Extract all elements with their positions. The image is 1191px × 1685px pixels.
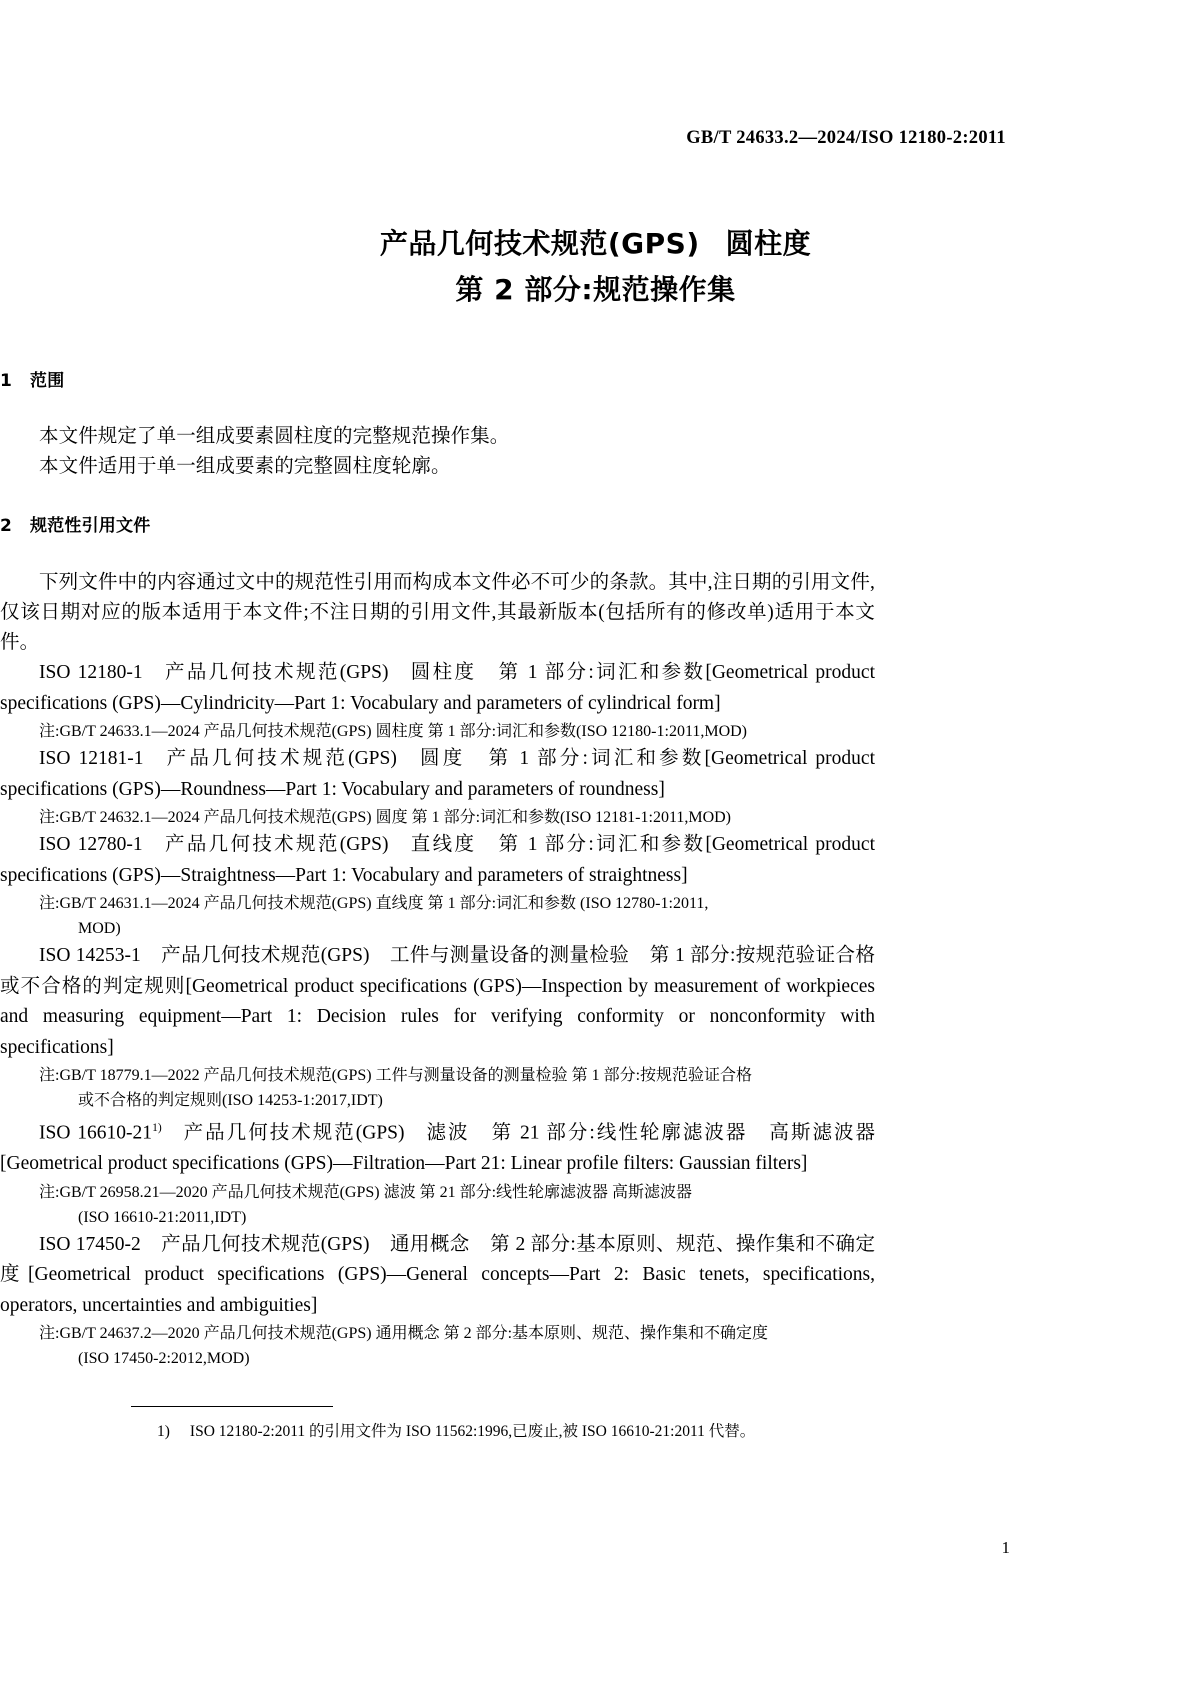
reference-cn-title: 产品几何技术规范(GPS) (181, 1122, 405, 1144)
reference-en-title: [Geometrical product specifications (GPS)—Filtration—Part 21: Linear profile filters: Gaussian filters] (0, 1153, 808, 1174)
clause-2-title: 规范性引用文件 (30, 516, 151, 536)
reference-entry-iso-12181-1 (0, 744, 875, 805)
page-title-line-1 (0, 222, 1191, 262)
reference-note-line-2: (ISO 16610-21:2011,IDT) (78, 1208, 247, 1226)
reference-cn-title: 产品几何技术规范(GPS) (163, 748, 397, 769)
reference-id: ISO 12180-1 (39, 662, 143, 683)
page-title-main: 产品几何技术规范(GPS) (379, 227, 700, 260)
reference-cn-part: 第 1 部分:按规范验证合格或不合格的判定规则 (0, 945, 875, 997)
reference-en-title: [Geometrical product specifications (GPS)—Inspection by measurement of workpieces and measuring equipment—Part 1: Decision rules for verifying conformity or nonconformity with specifications] (0, 975, 875, 1058)
reference-id: ISO 14253-1 (39, 945, 141, 966)
reference-entry-iso-16610-21 (0, 1113, 875, 1180)
reference-cn-subject: 圆柱度 (408, 662, 477, 683)
reference-cn-part: 第 1 部分:词汇和参数 (496, 834, 706, 855)
reference-note-iso-16610-21 (39, 1180, 875, 1230)
footnote-separator-rule (131, 1406, 333, 1407)
clause-1-paragraph-2: 本文件适用于单一组成要素的完整圆柱度轮廓。 (39, 456, 451, 477)
reference-cn-subject: 直线度 (408, 834, 477, 855)
reference-note-line-1: 注:GB/T 26958.21—2020 产品几何技术规范(GPS) 滤波 第 21 部分:线性轮廓滤波器 高斯滤波器 (39, 1183, 693, 1201)
reference-note-iso-12180-1: 注:GB/T 24633.1—2024 产品几何技术规范(GPS) 圆柱度 第 1 部分:词汇和参数(ISO 12180-1:2011,MOD) (39, 723, 748, 740)
reference-cn-title: 产品几何技术规范(GPS) (162, 834, 389, 855)
reference-cn-subject: 工件与测量设备的测量检验 (389, 945, 630, 966)
reference-note-line-1: 注:GB/T 24637.2—2020 产品几何技术规范(GPS) 通用概念 第 2 部分:基本原则、规范、操作集和不确定度 (39, 1325, 769, 1342)
reference-cn-subject: 滤波 (424, 1122, 470, 1144)
footnote-number: 1) (157, 1423, 170, 1440)
reference-en-title: [Geometrical product specifications (GPS)—Cylindricity—Part 1: Vocabulary and parameters of cylindrical form] (0, 662, 876, 714)
reference-en-title: [Geometrical product specifications (GPS)—Straightness—Part 1: Vocabulary and parameters of straightness] (0, 834, 876, 886)
clause-1-number: 1 (0, 371, 13, 391)
footnote-text: ISO 12180-2:2011 的引用文件为 ISO 11562:1996,已废止,被 ISO 16610-21:2011 代替。 (189, 1423, 756, 1440)
reference-id: ISO 17450-2 (39, 1233, 141, 1255)
reference-id: ISO 12181-1 (39, 748, 144, 769)
clause-1-paragraph-1: 本文件规定了单一组成要素圆柱度的完整规范操作集。 (39, 426, 510, 447)
reference-entry-iso-12180-1 (0, 658, 875, 719)
reference-note-iso-14253-1 (39, 1063, 875, 1113)
reference-note-line-1: 注:GB/T 18779.1—2022 产品几何技术规范(GPS) 工件与测量设备的测量检验 第 1 部分:按规范验证合格 (39, 1067, 753, 1084)
reference-entry-iso-12780-1 (0, 830, 875, 891)
reference-cn-part: 第 2 部分:基本原则、规范、操作集和不确定度 (0, 1233, 875, 1285)
reference-cn-part: 第 21 部分:线性轮廓滤波器 (489, 1122, 748, 1144)
reference-en-title: [Geometrical product specifications (GPS)—General concepts—Part 2: Basic tenets, specifications, operators, uncertainties and ambiguities] (0, 1264, 875, 1316)
reference-note-line-2: 或不合格的判定规则(ISO 14253-1:2017,IDT) (78, 1092, 383, 1109)
reference-cn-subject: 圆度 (416, 748, 466, 769)
reference-cn-subject: 通用概念 (389, 1233, 470, 1255)
reference-cn-extra: 高斯滤波器 (767, 1122, 875, 1144)
reference-entry-iso-14253-1 (0, 941, 875, 1063)
clause-2-intro-paragraph: 下列文件中的内容通过文中的规范性引用而构成本文件必不可少的条款。其中,注日期的引用文件,仅该日期对应的版本适用于本文件;不注日期的引用文件,其最新版本(包括所有的修改单)适用于本文件。 (0, 572, 875, 653)
page-number: 1 (1001, 1538, 1010, 1557)
reference-cn-part: 第 1 部分:词汇和参数 (485, 748, 705, 769)
reference-note-iso-17450-2 (39, 1321, 875, 1371)
reference-note-line-2: MOD) (78, 920, 121, 937)
reference-cn-title: 产品几何技术规范(GPS) (160, 945, 370, 966)
reference-note-iso-12181-1: 注:GB/T 24632.1—2024 产品几何技术规范(GPS) 圆度 第 1 部分:词汇和参数(ISO 12181-1:2011,MOD) (39, 809, 732, 826)
clause-2-number: 2 (0, 516, 13, 536)
running-header-standard-code: GB/T 24633.2—2024/ISO 12180-2:2011 (686, 128, 1006, 148)
page-title-subject: 圆柱度 (725, 227, 812, 260)
reference-note-line-2: (ISO 17450-2:2012,MOD) (78, 1350, 250, 1367)
footnote-marker-icon: 1) (152, 1122, 162, 1134)
reference-en-title: [Geometrical product specifications (GPS)—Roundness—Part 1: Vocabulary and parameters of roundness] (0, 748, 875, 800)
clause-1-title: 范围 (30, 371, 65, 391)
reference-note-iso-12780-1 (39, 891, 875, 941)
clause-1-heading (0, 366, 875, 391)
reference-cn-title: 产品几何技术规范(GPS) (162, 662, 389, 683)
reference-id: ISO 12780-1 (39, 834, 143, 855)
reference-entry-iso-17450-2 (0, 1230, 875, 1322)
reference-cn-part: 第 1 部分:词汇和参数 (496, 662, 706, 683)
reference-note-line-1: 注:GB/T 24631.1—2024 产品几何技术规范(GPS) 直线度 第 1 部分:词汇和参数 (ISO 12780-1:2011, (39, 895, 709, 912)
reference-cn-title: 产品几何技术规范(GPS) (160, 1233, 370, 1255)
footnote-1 (131, 1420, 1066, 1444)
page-title-line-2: 第 2 部分:规范操作集 (455, 273, 736, 306)
reference-id: ISO 16610-21 (39, 1122, 153, 1144)
clause-2-heading (0, 511, 875, 536)
